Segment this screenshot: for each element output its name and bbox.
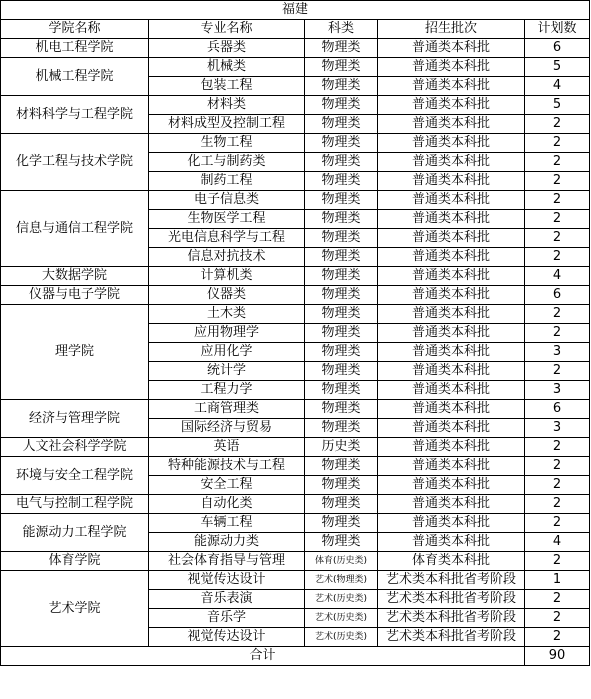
batch-cell: 普通类本科批 [378,343,525,362]
batch-cell: 艺术类本科批省考阶段 [378,609,525,628]
table-row [1,457,590,476]
table-row [1,267,590,286]
count-cell: 2 [525,134,590,153]
table-row [1,58,590,77]
category-cell: 物理类 [305,514,378,533]
major-cell: 英语 [149,438,305,457]
batch-cell: 体育类本科批 [378,552,525,571]
major-cell: 特种能源技术与工程 [149,457,305,476]
category-cell: 物理类 [305,286,378,305]
category-cell: 物理类 [305,419,378,438]
category-cell: 物理类 [305,324,378,343]
major-cell: 应用化学 [149,343,305,362]
major-cell: 电子信息类 [149,191,305,210]
batch-cell: 普通类本科批 [378,153,525,172]
table-row [1,39,590,58]
batch-cell: 普通类本科批 [378,115,525,134]
batch-cell: 普通类本科批 [378,533,525,552]
category-cell: 物理类 [305,96,378,115]
count-cell: 4 [525,267,590,286]
major-cell: 国际经济与贸易 [149,419,305,438]
count-cell: 2 [525,115,590,134]
batch-cell: 普通类本科批 [378,514,525,533]
count-cell: 3 [525,419,590,438]
header-row [1,20,590,39]
batch-cell: 普通类本科批 [378,476,525,495]
count-cell: 2 [525,305,590,324]
table-row [1,96,590,115]
table-row [1,552,590,571]
major-cell: 视觉传达设计 [149,628,305,647]
count-cell: 2 [525,590,590,609]
college-cell: 机电工程学院 [1,39,149,58]
table-row [1,400,590,419]
table-row [1,134,590,153]
college-cell: 艺术学院 [1,571,149,647]
count-cell: 5 [525,58,590,77]
major-cell: 兵器类 [149,39,305,58]
table-row [1,305,590,324]
header-major: 专业名称 [149,20,305,39]
major-cell: 信息对抗技术 [149,248,305,267]
table-title: 福建 [1,1,590,20]
count-cell: 2 [525,628,590,647]
batch-cell: 艺术类本科批省考阶段 [378,628,525,647]
count-cell: 2 [525,438,590,457]
batch-cell: 普通类本科批 [378,419,525,438]
college-cell: 环境与安全工程学院 [1,457,149,495]
category-cell: 物理类 [305,77,378,96]
header-category: 科类 [305,20,378,39]
category-cell: 体育(历史类) [305,552,378,571]
batch-cell: 普通类本科批 [378,58,525,77]
count-cell: 2 [525,172,590,191]
count-cell: 2 [525,248,590,267]
batch-cell: 艺术类本科批省考阶段 [378,571,525,590]
category-cell: 物理类 [305,476,378,495]
total-label: 合计 [1,647,525,666]
major-cell: 生物医学工程 [149,210,305,229]
category-cell: 艺术(历史类) [305,628,378,647]
category-cell: 物理类 [305,229,378,248]
major-cell: 工程力学 [149,381,305,400]
table-row [1,571,590,590]
major-cell: 统计学 [149,362,305,381]
count-cell: 3 [525,381,590,400]
category-cell: 物理类 [305,210,378,229]
count-cell: 2 [525,476,590,495]
batch-cell: 普通类本科批 [378,495,525,514]
major-cell: 工商管理类 [149,400,305,419]
count-cell: 2 [525,229,590,248]
table-row [1,191,590,210]
batch-cell: 普通类本科批 [378,457,525,476]
batch-cell: 普通类本科批 [378,96,525,115]
batch-cell: 普通类本科批 [378,305,525,324]
major-cell: 视觉传达设计 [149,571,305,590]
batch-cell: 艺术类本科批省考阶段 [378,590,525,609]
count-cell: 2 [525,362,590,381]
count-cell: 6 [525,400,590,419]
college-cell: 经济与管理学院 [1,400,149,438]
major-cell: 应用物理学 [149,324,305,343]
college-cell: 能源动力工程学院 [1,514,149,552]
count-cell: 2 [525,457,590,476]
category-cell: 物理类 [305,533,378,552]
major-cell: 安全工程 [149,476,305,495]
major-cell: 包装工程 [149,77,305,96]
header-college: 学院名称 [1,20,149,39]
count-cell: 6 [525,286,590,305]
major-cell: 机械类 [149,58,305,77]
category-cell: 物理类 [305,381,378,400]
category-cell: 物理类 [305,134,378,153]
count-cell: 2 [525,609,590,628]
category-cell: 物理类 [305,191,378,210]
category-cell: 物理类 [305,153,378,172]
batch-cell: 普通类本科批 [378,362,525,381]
major-cell: 仪器类 [149,286,305,305]
count-cell: 4 [525,77,590,96]
college-cell: 化学工程与技术学院 [1,134,149,191]
batch-cell: 普通类本科批 [378,381,525,400]
count-cell: 2 [525,552,590,571]
category-cell: 物理类 [305,39,378,58]
major-cell: 土木类 [149,305,305,324]
batch-cell: 普通类本科批 [378,191,525,210]
count-cell: 2 [525,210,590,229]
total-value: 90 [525,647,590,666]
college-cell: 体育学院 [1,552,149,571]
batch-cell: 普通类本科批 [378,286,525,305]
category-cell: 艺术(物理类) [305,571,378,590]
table-row [1,514,590,533]
category-cell: 物理类 [305,305,378,324]
batch-cell: 普通类本科批 [378,210,525,229]
count-cell: 6 [525,39,590,58]
major-cell: 计算机类 [149,267,305,286]
category-cell: 物理类 [305,362,378,381]
college-cell: 仪器与电子学院 [1,286,149,305]
table-row [1,286,590,305]
major-cell: 材料成型及控制工程 [149,115,305,134]
category-cell: 艺术(历史类) [305,609,378,628]
batch-cell: 普通类本科批 [378,267,525,286]
category-cell: 艺术(历史类) [305,590,378,609]
major-cell: 能源动力类 [149,533,305,552]
count-cell: 2 [525,153,590,172]
header-batch: 招生批次 [378,20,525,39]
major-cell: 制药工程 [149,172,305,191]
category-cell: 物理类 [305,495,378,514]
batch-cell: 普通类本科批 [378,77,525,96]
college-cell: 机械工程学院 [1,58,149,96]
count-cell: 2 [525,191,590,210]
count-cell: 4 [525,533,590,552]
major-cell: 材料类 [149,96,305,115]
batch-cell: 普通类本科批 [378,229,525,248]
category-cell: 物理类 [305,248,378,267]
major-cell: 化工与制药类 [149,153,305,172]
college-cell: 材料科学与工程学院 [1,96,149,134]
category-cell: 物理类 [305,457,378,476]
major-cell: 车辆工程 [149,514,305,533]
major-cell: 光电信息科学与工程 [149,229,305,248]
category-cell: 物理类 [305,400,378,419]
batch-cell: 普通类本科批 [378,248,525,267]
batch-cell: 普通类本科批 [378,324,525,343]
college-cell: 理学院 [1,305,149,400]
header-count: 计划数 [525,20,590,39]
count-cell: 2 [525,495,590,514]
batch-cell: 普通类本科批 [378,400,525,419]
major-cell: 自动化类 [149,495,305,514]
category-cell: 物理类 [305,172,378,191]
count-cell: 5 [525,96,590,115]
category-cell: 物理类 [305,58,378,77]
college-cell: 信息与通信工程学院 [1,191,149,267]
title-row [1,1,590,20]
major-cell: 社会体育指导与管理 [149,552,305,571]
batch-cell: 普通类本科批 [378,134,525,153]
count-cell: 2 [525,324,590,343]
college-cell: 电气与控制工程学院 [1,495,149,514]
college-cell: 人文社会科学学院 [1,438,149,457]
count-cell: 2 [525,514,590,533]
batch-cell: 普通类本科批 [378,438,525,457]
category-cell: 物理类 [305,115,378,134]
college-cell: 大数据学院 [1,267,149,286]
table-row [1,495,590,514]
count-cell: 3 [525,343,590,362]
category-cell: 物理类 [305,267,378,286]
major-cell: 音乐学 [149,609,305,628]
total-row [1,647,590,666]
batch-cell: 普通类本科批 [378,39,525,58]
category-cell: 物理类 [305,343,378,362]
major-cell: 生物工程 [149,134,305,153]
batch-cell: 普通类本科批 [378,172,525,191]
count-cell: 1 [525,571,590,590]
table-row [1,438,590,457]
major-cell: 音乐表演 [149,590,305,609]
category-cell: 历史类 [305,438,378,457]
